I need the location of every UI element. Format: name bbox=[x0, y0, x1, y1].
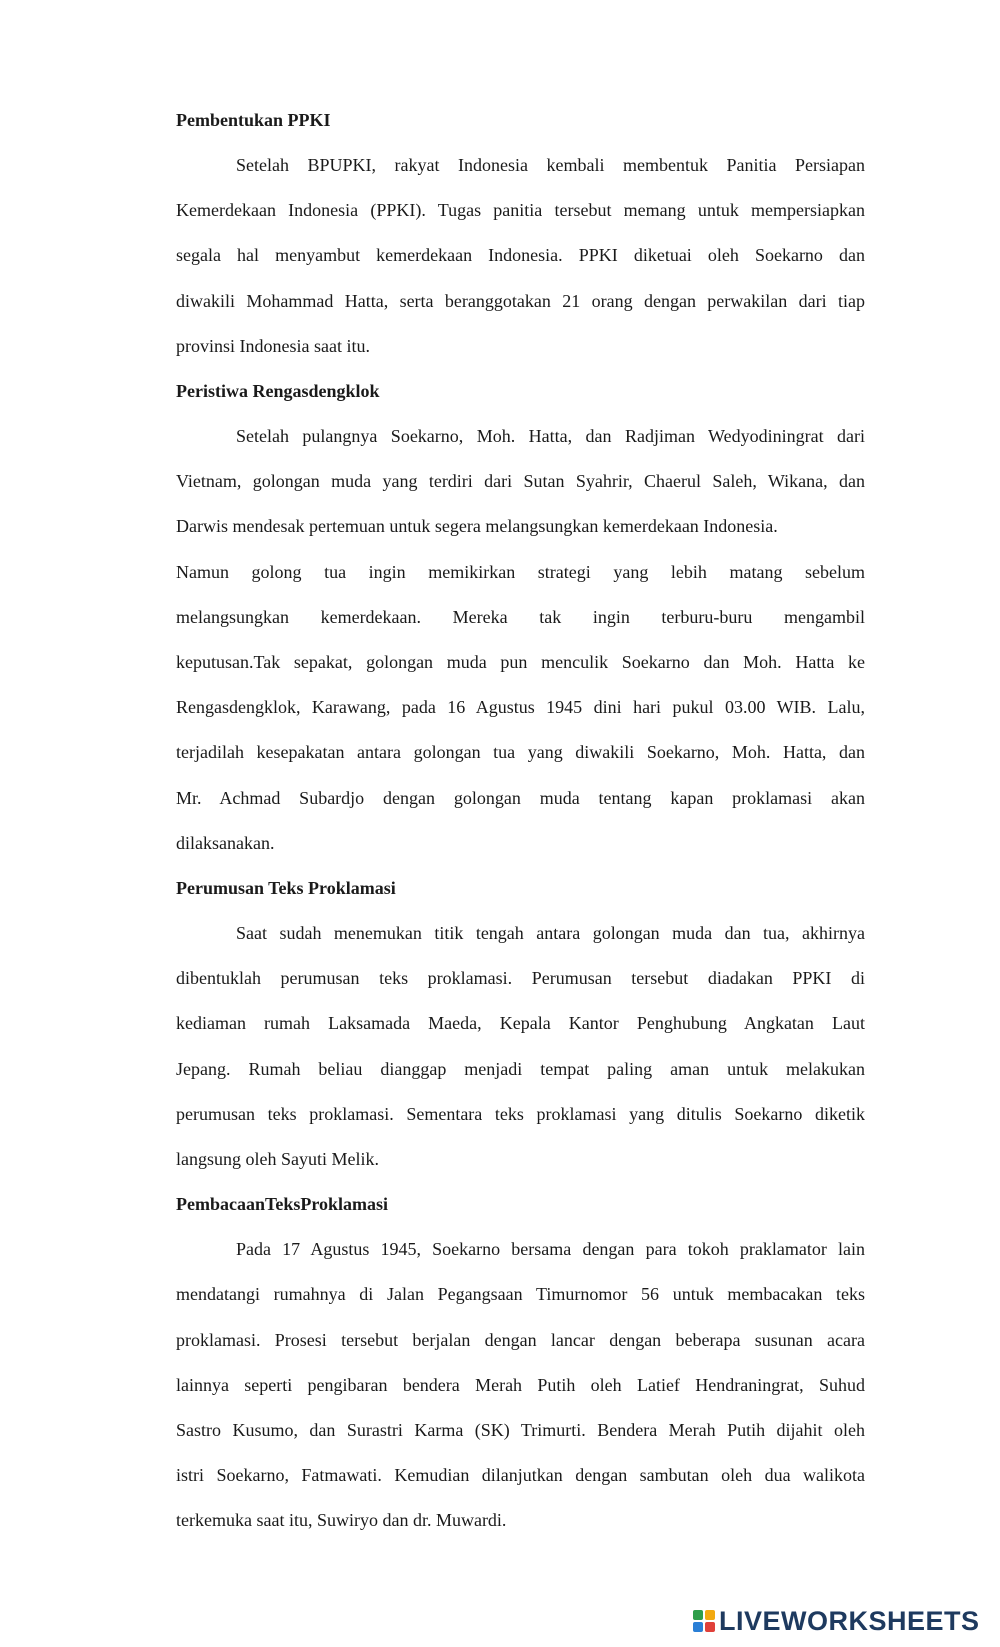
paragraph-line: langsung oleh Sayuti Melik. bbox=[176, 1149, 379, 1170]
paragraph-line: Kemerdekaan Indonesia (PPKI). Tugas panitia tersebut memang untuk mempersiapkan bbox=[176, 200, 865, 221]
section-title-peristiwa-rengasdengklok: Peristiwa Rengasdengklok bbox=[176, 381, 380, 402]
paragraph-line: perumusan teks proklamasi. Sementara teks proklamasi yang ditulis Soekarno diketik bbox=[176, 1103, 865, 1124]
paragraph-line: mendatangi rumahnya di Jalan Pegangsaan Timurnomor 56 untuk membacakan teks bbox=[176, 1284, 865, 1305]
paragraph-line: Saat sudah menemukan titik tengah antara golongan muda dan tua, akhirnya bbox=[236, 923, 865, 944]
paragraph-line: kediaman rumah Laksamada Maeda, Kepala Kantor Penghubung Angkatan Laut bbox=[176, 1013, 865, 1034]
paragraph-perumusan-teks-proklamasi bbox=[176, 911, 865, 1182]
paragraph-line: Sastro Kusumo, dan Surastri Karma (SK) Trimurti. Bendera Merah Putih dijahit oleh bbox=[176, 1420, 865, 1441]
paragraph-line: istri Soekarno, Fatmawati. Kemudian dilanjutkan dengan sambutan oleh dua walikota bbox=[176, 1465, 865, 1486]
paragraph-line: Namun golong tua ingin memikirkan strategi yang lebih matang sebelum bbox=[176, 561, 865, 582]
liveworksheets-logo[interactable] bbox=[693, 1606, 980, 1636]
paragraph-line: keputusan.Tak sepakat, golongan muda pun menculik Soekarno dan Moh. Hatta ke bbox=[176, 652, 865, 673]
paragraph-line: Rengasdengklok, Karawang, pada 16 Agustus 1945 dini hari pukul 03.00 WIB. Lalu, bbox=[176, 697, 865, 718]
paragraph-line: Vietnam, golongan muda yang terdiri dari Sutan Syahrir, Chaerul Saleh, Wikana, dan bbox=[176, 471, 865, 492]
paragraph-line: Pada 17 Agustus 1945, Soekarno bersama dengan para tokoh praklamator lain bbox=[236, 1239, 865, 1260]
document-page bbox=[176, 98, 865, 1544]
paragraph-line: Mr. Achmad Subardjo dengan golongan muda tentang kapan proklamasi akan bbox=[176, 787, 865, 808]
paragraph-line: dibentuklah perumusan teks proklamasi. Perumusan tersebut diadakan PPKI di bbox=[176, 968, 865, 989]
liveworksheets-logo-text: LIVEWORKSHEETS bbox=[719, 1606, 980, 1636]
logo-square-red bbox=[705, 1622, 715, 1632]
paragraph-line: melangsungkan kemerdekaan. Mereka tak ingin terburu-buru mengambil bbox=[176, 606, 865, 627]
section-title-pembentukan-ppki: Pembentukan PPKI bbox=[176, 110, 331, 130]
paragraph-line: lainnya seperti pengibaran bendera Merah Putih oleh Latief Hendraningrat, Suhud bbox=[176, 1374, 865, 1395]
paragraph-pembentukan-ppki bbox=[176, 143, 865, 369]
paragraph-peristiwa-rengasdengklok bbox=[176, 414, 865, 866]
paragraph-line: diwakili Mohammad Hatta, serta beranggotakan 21 orang dengan perwakilan dari tiap bbox=[176, 290, 865, 311]
logo-square-green bbox=[693, 1610, 703, 1620]
paragraph-line: proklamasi. Prosesi tersebut berjalan dengan lancar dengan beberapa susunan acara bbox=[176, 1329, 865, 1350]
paragraph-line: Setelah BPUPKI, rakyat Indonesia kembali membentuk Panitia Persiapan bbox=[236, 155, 865, 175]
logo-square-blue bbox=[693, 1622, 703, 1632]
paragraph-pembacaan-teks-proklamasi bbox=[176, 1227, 865, 1543]
paragraph-line: Darwis mendesak pertemuan untuk segera melangsungkan kemerdekaan Indonesia. bbox=[176, 516, 778, 537]
logo-square-yellow bbox=[705, 1610, 715, 1620]
paragraph-line: terjadilah kesepakatan antara golongan tua yang diwakili Soekarno, Moh. Hatta, dan bbox=[176, 742, 865, 763]
paragraph-line: terkemuka saat itu, Suwiryo dan dr. Muwardi. bbox=[176, 1510, 507, 1531]
section-title-perumusan-teks-proklamasi: Perumusan Teks Proklamasi bbox=[176, 878, 396, 899]
paragraph-line: provinsi Indonesia saat itu. bbox=[176, 335, 370, 356]
paragraph-line: dilaksanakan. bbox=[176, 832, 275, 853]
liveworksheets-logo-icon bbox=[693, 1610, 715, 1632]
paragraph-line: segala hal menyambut kemerdekaan Indonesia. PPKI diketuai oleh Soekarno dan bbox=[176, 245, 865, 266]
paragraph-line: Setelah pulangnya Soekarno, Moh. Hatta, dan Radjiman Wedyodiningrat dari bbox=[236, 426, 865, 447]
section-title-pembacaan-teks-proklamasi: PembacaanTeksProklamasi bbox=[176, 1194, 389, 1215]
paragraph-line: Jepang. Rumah beliau dianggap menjadi tempat paling aman untuk melakukan bbox=[176, 1058, 865, 1079]
